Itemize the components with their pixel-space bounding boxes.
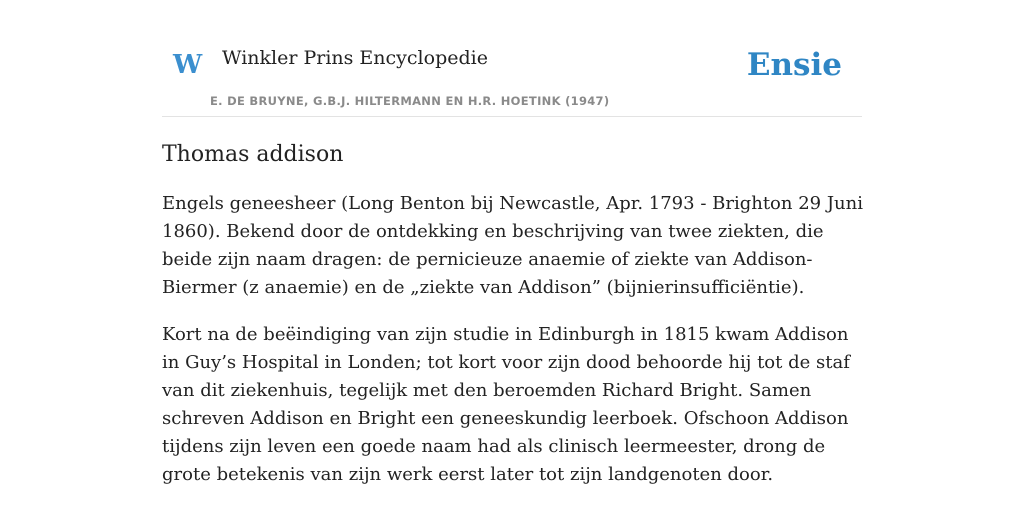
article-paragraph: Kort na de beëindiging van zijn studie in Edinburgh in 1815 kwam Addison in Guy’s Hospital in Londen; tot kort voor zijn dood behoorde hij tot de staf van dit ziekenhuis, tegelijk met den beroemden Richard Bright. Samen schreven Addison en Bright een geneeskundig leerboek. Ofschoon Addison tijdens zijn leven een goede naam had als clinisch leermeester, drong de grote betekenis van zijn werk eerst later tot zijn landgenoten door. <box>162 324 850 485</box>
ensie-logo[interactable]: Ensie <box>746 47 842 83</box>
encyclopedia-authors: E. DE BRUYNE, G.B.J. HILTERMANN EN H.R. HOETINK (1947) <box>210 94 610 108</box>
article-heading: Thomas addison <box>162 142 344 167</box>
winkler-prins-logo[interactable]: W <box>173 50 203 80</box>
article <box>162 140 867 508</box>
article-paragraph: Engels geneesheer (Long Benton bij Newcastle, Apr. 1793 - Brighton 29 Juni 1860). Bekend door de ontdekking en beschrijving van twee ziekten, die beide zijn naam dragen: de pernicieuze anaemie of ziekte van Addison-Biermer (z anaemie) en de „ziekte van Addison” (bijnierinsufficiëntie). <box>162 193 863 298</box>
encyclopedia-title[interactable]: Winkler Prins Encyclopedie <box>222 47 488 69</box>
encyclopedia-header <box>162 0 862 117</box>
